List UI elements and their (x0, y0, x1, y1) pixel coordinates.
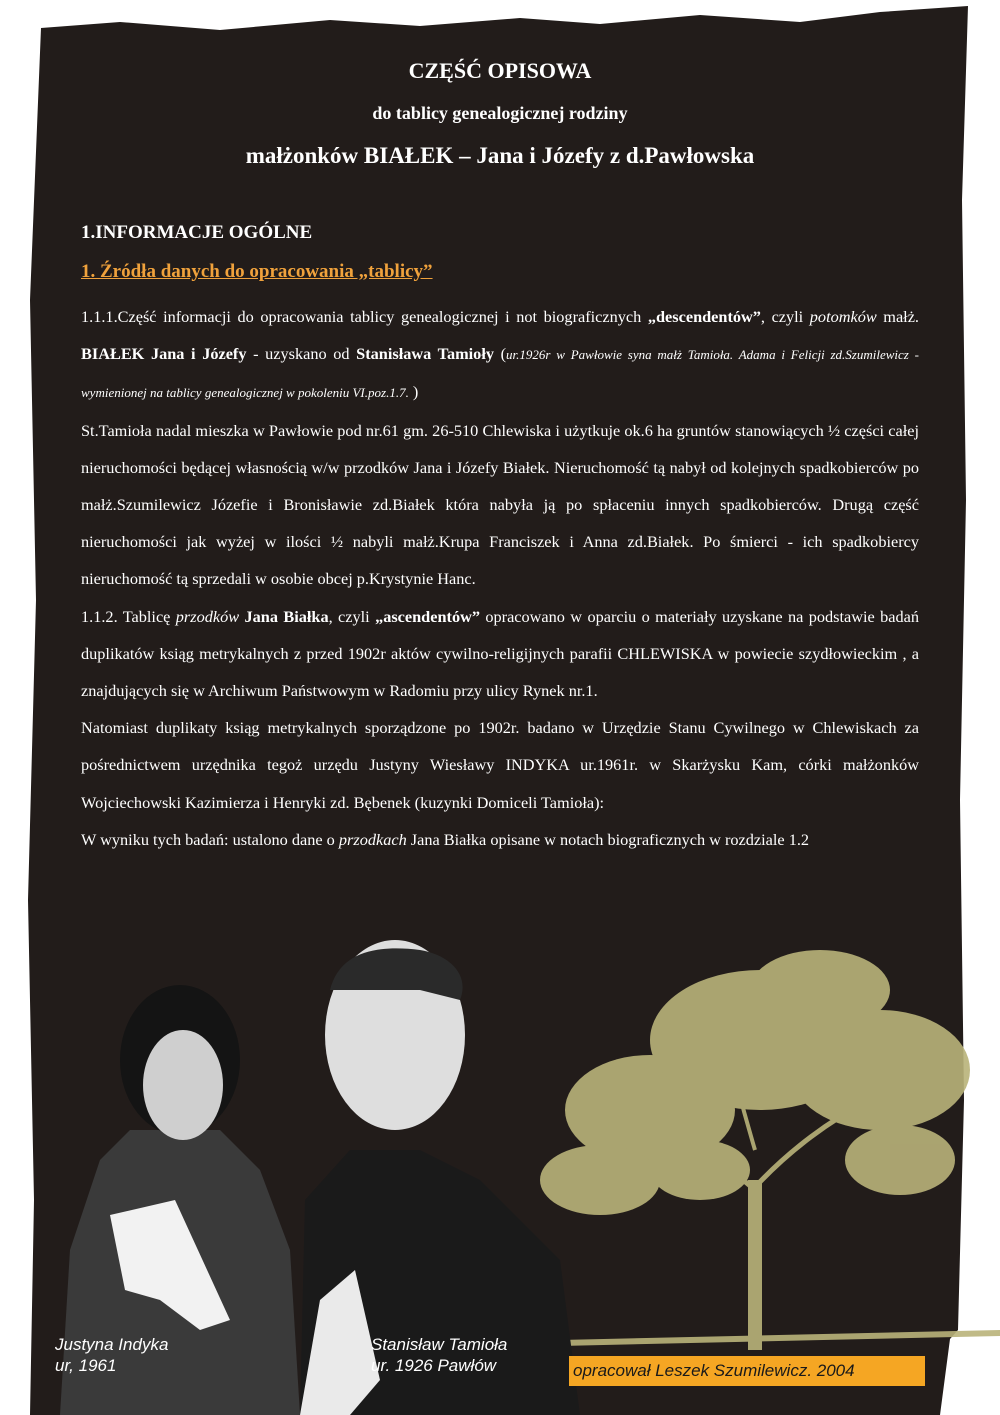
text-run-italic: potomków (809, 307, 877, 326)
text-run-bold: BIAŁEK Jana i Józefy (81, 344, 247, 364)
paragraph-1-1-1 (81, 298, 919, 412)
text-run: , czyli (328, 606, 376, 626)
page-subtitle-family: małżonków BIAŁEK – Jana i Józefy z d.Pawłowska (245, 143, 755, 168)
page-title: CZĘŚĆ OPISOWA (408, 58, 592, 83)
text-run: W wyniku tych badań: ustalono dane o (81, 829, 339, 849)
paragraph-registry: Natomiast duplikaty ksiąg metrykalnych sporządzone po 1902r. badano w Urzędzie Stanu Cywilnego w Chlewiskach za pośrednictwem urzędnika tegoż urzędu Justyny Wiesławy INDYKA ur.1961r. w Skarżysku Kam, córki małżonków Wojciechowski Kazimierza i Henryki zd. Bębenek (kuzynki Domiceli Tamioła): (81, 718, 919, 812)
text-run-bold: „descendentów” (647, 307, 761, 326)
caption-man-name: Stanisław Tamioła (371, 1335, 508, 1354)
text-run-bold: Jana Białka (239, 606, 329, 626)
body-text (81, 298, 919, 858)
paragraph-results (81, 821, 919, 858)
text-run: małż. (876, 307, 920, 326)
text-run: - uzyskano od (246, 344, 357, 364)
text-run-italic: przodkach (338, 829, 407, 849)
caption-woman-name: Justyna Indyka (55, 1335, 169, 1354)
caption-woman (55, 1334, 168, 1376)
author-credit: opracował Leszek Szumilewicz. 2004 (569, 1356, 925, 1386)
text-run: opracowano w oparciu o materiały uzyskane na podstawie badań duplikatów ksiąg metrykalnych z przed 1902r aktów cywilno-religijnych parafii CHLEWISKA w powiecie szydłowieckim , a znajdujących się w Archiwum Państwowym w Radomiu przy ulicy Rynek nr.1. (81, 606, 919, 701)
caption-man-born: ur. 1926 Pawłów (371, 1356, 497, 1375)
text-run-bold: Stanisława Tamioły (356, 344, 494, 364)
text-run-bold: „ascendentów” (375, 606, 480, 626)
text-run-note: ur.1926r w Pawłowie syna małż Tamioła. Adama i Felicji zd.Szumilewicz - wymienionej na tablicy genealogicznej w pokoleniu VI.poz.1.7. (81, 347, 919, 401)
text-run: , czyli (760, 307, 810, 326)
text-run: 1.1.1.Część informacji do opracowania tablicy genealogicznej i not biograficznych (81, 307, 648, 326)
text-run: 1.1.2. Tablicę (81, 606, 176, 626)
paragraph-property: St.Tamioła nadal mieszka w Pawłowie pod nr.61 gm. 26-510 Chlewiska i użytkuje ok.6 ha gruntów stanowiących ½ części całej nieruchomości będącej własnością w/w przodków Jana i Józefy Białek. Nieruchomość tą nabył od kolejnych spadkobierców po małż.Szumilewicz Józefie i Bronisławie zd.Białek która nabyła ją po spłaceniu innych spadkobierców. Drugą część nieruchomości jak wyżej w ilości ½ nabyli małż.Krupa Franciszek i Anna zd.Białek. Po śmierci - ich spadkobiercy nieruchomość tą sprzedali w osobie obcej p.Krystynie Hanc. (81, 420, 919, 589)
paragraph-1-1-2 (81, 598, 919, 710)
text-run-italic: przodków (175, 606, 240, 626)
text-run: ) (408, 382, 419, 402)
section-heading: 1.INFORMACJE OGÓLNE (81, 222, 313, 243)
page-subtitle: do tablicy genealogicznej rodziny (372, 103, 628, 123)
text-run: Jana Białka opisane w notach biograficznych w rozdziale 1.2 (406, 829, 810, 849)
caption-woman-born: ur, 1961 (55, 1356, 117, 1375)
text-run: ( (493, 344, 507, 364)
caption-man (371, 1334, 507, 1376)
subsection-heading: 1. Źródła danych do opracowania „tablicy” (81, 261, 433, 282)
